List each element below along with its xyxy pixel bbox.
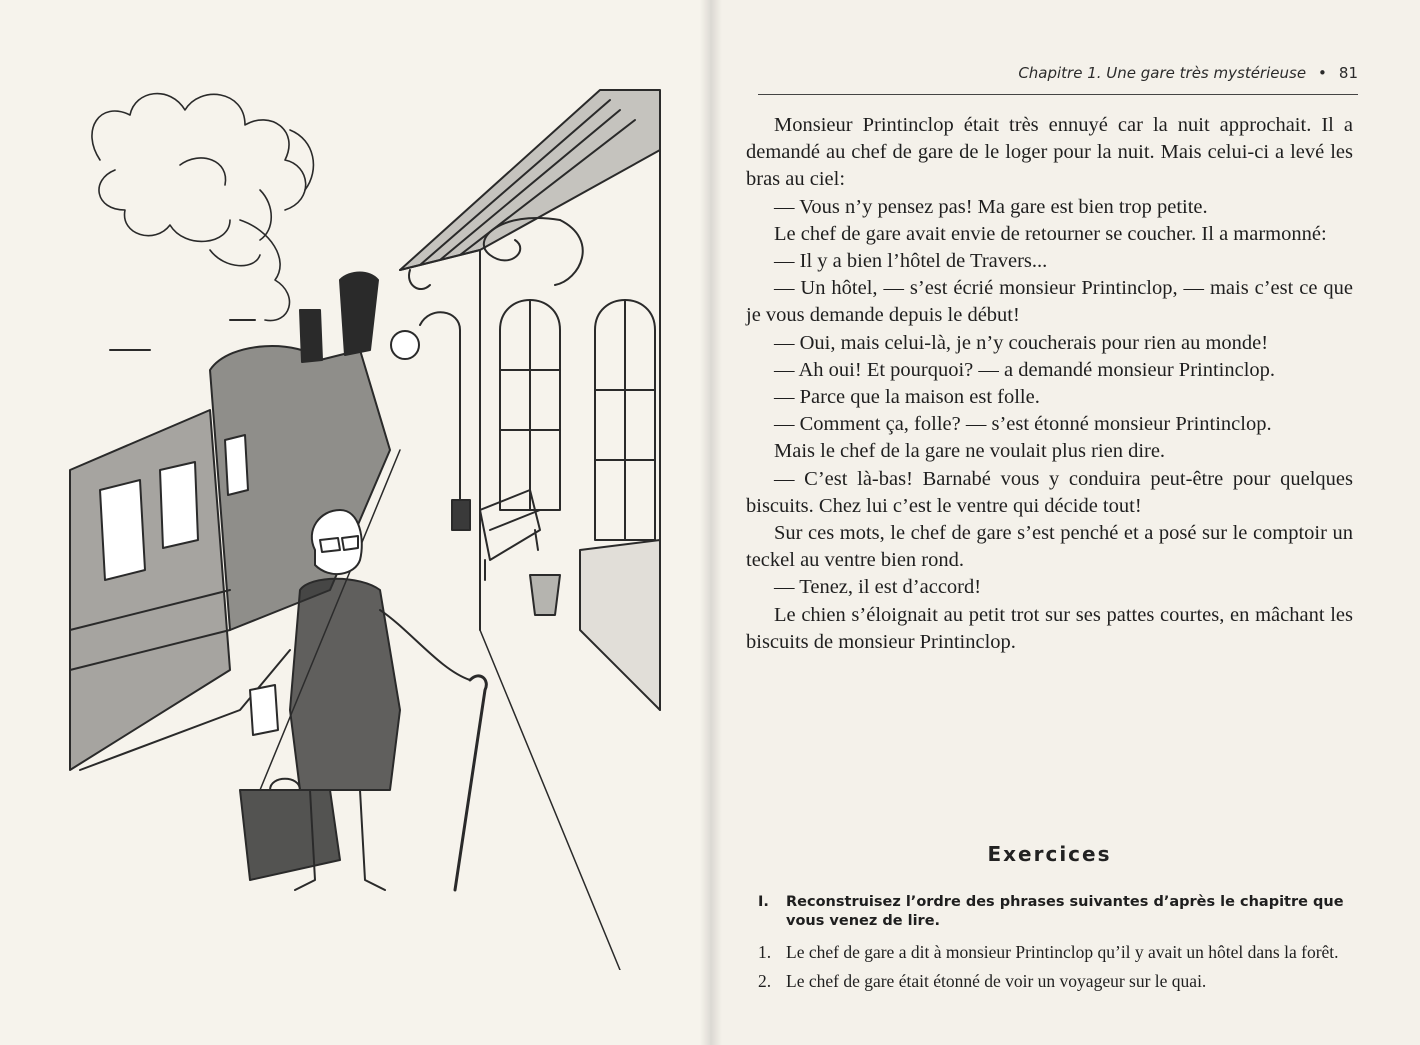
instruction-text: Reconstruisez l’ordre des phrases suivantes d’après le chapitre que vous venez de lire.	[786, 894, 1344, 929]
exercises-heading: Exercices	[987, 842, 1112, 866]
paragraph: — Vous n’y pensez pas! Ma gare est bien trop petite.	[774, 195, 1208, 218]
exercise-list	[758, 940, 1353, 998]
chapter-title: Chapitre 1. Une gare très mystérieuse	[1018, 64, 1307, 82]
station-illustration-icon	[60, 70, 670, 970]
bullet-separator: •	[1318, 64, 1327, 82]
paragraph: — Il y a bien l’hôtel de Travers...	[774, 250, 1048, 273]
right-page	[722, 0, 1420, 1045]
paragraph: — Un hôtel, — s’est écrié monsieur Printinclop, — mais c’est ce que je vous demande depuis le début!	[746, 277, 1353, 327]
list-item	[758, 940, 1353, 965]
paragraph: — Parce que la maison est folle.	[774, 386, 1040, 409]
paragraph: Monsieur Printinclop était très ennuyé car la nuit approchait. Il a demandé au chef de gare de le loger pour la nuit. Mais celui-ci a levé les bras au ciel:	[746, 114, 1353, 191]
instruction-number: I.	[758, 894, 769, 910]
station-canopy	[400, 90, 660, 289]
paragraph: — C’est là-bas! Barnabé vous y conduira peut-être pour quelques biscuits. Chez lui c’est le ventre qui décide tout!	[746, 467, 1353, 517]
paragraph: — Ah oui! Et pourquoi? — a demandé monsieur Printinclop.	[774, 358, 1276, 381]
page-number: 81	[1338, 64, 1358, 82]
list-item	[758, 969, 1353, 994]
item-number: 2.	[758, 971, 772, 991]
item-text: Le chef de gare était étonné de voir un voyageur sur le quai.	[786, 971, 1207, 991]
paragraph: — Oui, mais celui-là, je n’y coucherais pour rien au monde!	[774, 331, 1269, 354]
paragraph: — Tenez, il est d’accord!	[774, 576, 982, 599]
steam-cloud	[92, 94, 313, 321]
item-number: 1.	[758, 942, 772, 962]
item-text: Le chef de gare a dit à monsieur Printinclop qu’il y avait un hôtel dans la forêt.	[786, 942, 1339, 962]
chapter-body	[746, 112, 1353, 656]
book-gutter	[700, 0, 722, 1045]
exercise-instruction	[758, 893, 1353, 931]
lamp-post	[391, 312, 470, 530]
trash-bin	[530, 575, 560, 615]
running-head	[758, 64, 1358, 95]
paragraph: Sur ces mots, le chef de gare s’est penché et a posé sur le comptoir un teckel au ventre bien rond.	[746, 522, 1353, 572]
paragraph: — Comment ça, folle? — s’est étonné monsieur Printinclop.	[774, 413, 1272, 436]
paragraph: Le chef de gare avait envie de retourner se coucher. Il a marmonné:	[774, 222, 1327, 245]
paragraph: Le chien s’éloignait au petit trot sur ses pattes courtes, en mâchant les biscuits de monsieur Printinclop.	[746, 603, 1353, 653]
paragraph: Mais le chef de la gare ne voulait plus rien dire.	[774, 440, 1166, 463]
